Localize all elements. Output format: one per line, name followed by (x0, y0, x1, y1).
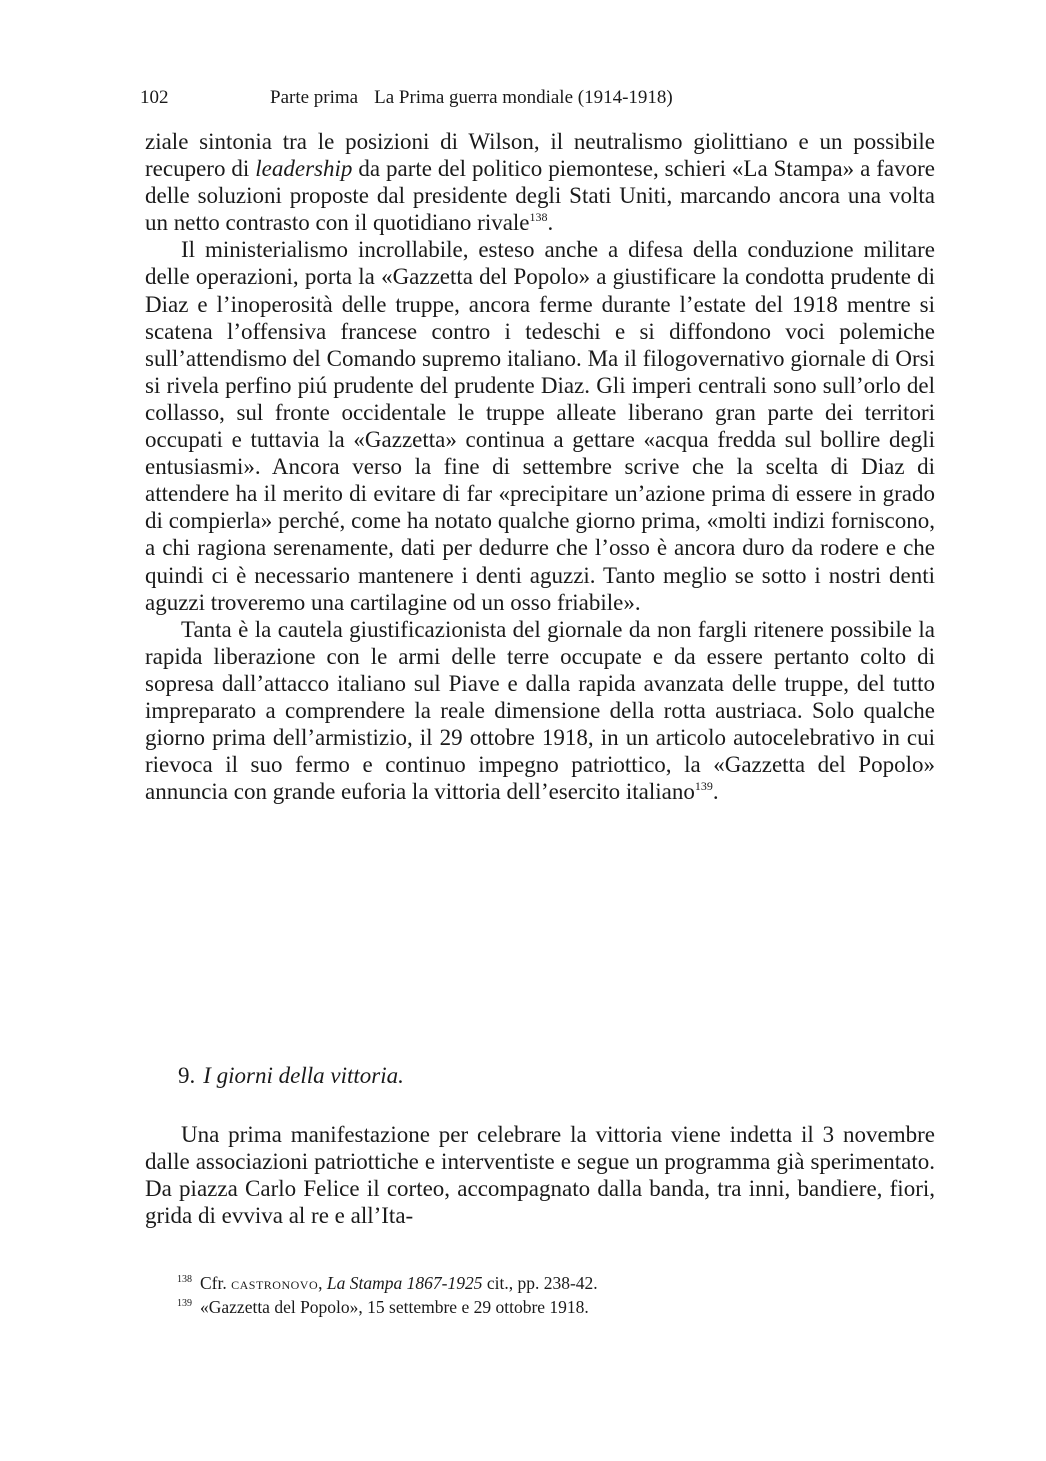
footnote-mark: 138 (177, 1274, 192, 1285)
running-head-title: La Prima guerra mondiale (1914-1918) (374, 87, 673, 108)
section-title: I giorni della vittoria. (203, 1063, 404, 1088)
body-text (145, 128, 935, 805)
section-number: 9. (178, 1063, 196, 1088)
paragraph: Una prima manifestazione per celebrare la vittoria viene indetta il 3 novembre dalle associazioni patriottiche e interventiste e segue un programma già sperimentato. Da piazza Carlo Felice il corteo, accompagnato dalla banda, tra inni, bandiere, fiori, grida di evviva al re e all’Ita- (145, 1122, 935, 1229)
footnotes (177, 1271, 877, 1319)
paragraph: ziale sintonia tra le posizioni di Wilson, il neutralismo giolittiano e un possibile recupero di leadership da parte del politico piemontese, schieri «La Stampa» a favore delle soluzioni proposte dal presidente degli Stati Uniti, marcando ancora una volta un netto contrasto con il quotidiano rivale$^{138}$. (145, 129, 935, 236)
running-head (140, 84, 940, 112)
page-number: 102 (140, 87, 169, 108)
emphasis: leadership (255, 156, 353, 182)
section-body (145, 1121, 935, 1229)
running-head-part: Parte prima (270, 87, 359, 108)
footnote-ref[interactable]: 138 (529, 210, 548, 225)
paragraph: Il ministerialismo incrollabile, esteso anche a difesa della conduzione militare delle operazioni, porta la «Gazzetta del Popolo» a giustificare la condotta prudente di Diaz e l’inoperosità delle truppe, ancora ferme durante l’estate del 1918 mentre si scatena l’offensiva francese contro i tedeschi e si diffondono voci polemiche sull’attendismo del Comando supremo italiano. Ma il filogovernativo giornale di Orsi si rivela perfino piú prudente del prudente Diaz. Gli imperi centrali sono sull’orlo del collasso, sul fronte occidentale le truppe alleate liberano gran parte dei territori occupati e tuttavia la «Gazzetta» continua a gettare «acqua fredda sul bollire degli entusiasmi». Ancora verso la fine di settembre scrive che la scelta di Diaz di attendere ha il merito di evitare di far «precipitare un’azione prima di essere in grado di compierla» perché, come ha notato qualche giorno prima, «molti indizi forniscono, a chi ragiona serenamente, dati per dedurre che l’osso è ancora duro da rodere e che quindi ci è necessario mantenere i denti aguzzi. Tanto meglio se sotto i nostri denti aguzzi troveremo una cartilagine od un osso friabile». (145, 237, 935, 615)
footnote-ref[interactable]: 139 (694, 779, 713, 794)
footnote: $^{138}$ Cfr. castronovo, La Stampa 1867-1925 cit., pp. 238-42. (177, 1273, 598, 1293)
section-heading (178, 1062, 878, 1090)
footnote-author: castronovo (231, 1273, 319, 1293)
footnote: $^{139}$ «Gazzetta del Popolo», 15 settembre e 29 ottobre 1918. (177, 1297, 589, 1317)
paragraph: Tanta è la cautela giustificazionista del giornale da non fargli ritenere possibile la rapida liberazione con le armi delle terre occupate e da essere pertanto colto di sopresa dall’attacco italiano sul Piave e dalla rapida avanzata delle truppe, del tutto impreparato a comprendere la reale dimensione della rotta austriaca. Solo qualche giorno prima dell’armistizio, il 29 ottobre 1918, in un articolo autocelebrativo in cui rievoca il suo fermo e continuo impegno patriottico, la «Gazzetta del Popolo» annuncia con grande euforia la vittoria dell’esercito italiano$^{139}$. (145, 616, 935, 805)
footnote-mark: 139 (177, 1298, 192, 1309)
footnote-work: La Stampa 1867-1925 (326, 1273, 483, 1293)
